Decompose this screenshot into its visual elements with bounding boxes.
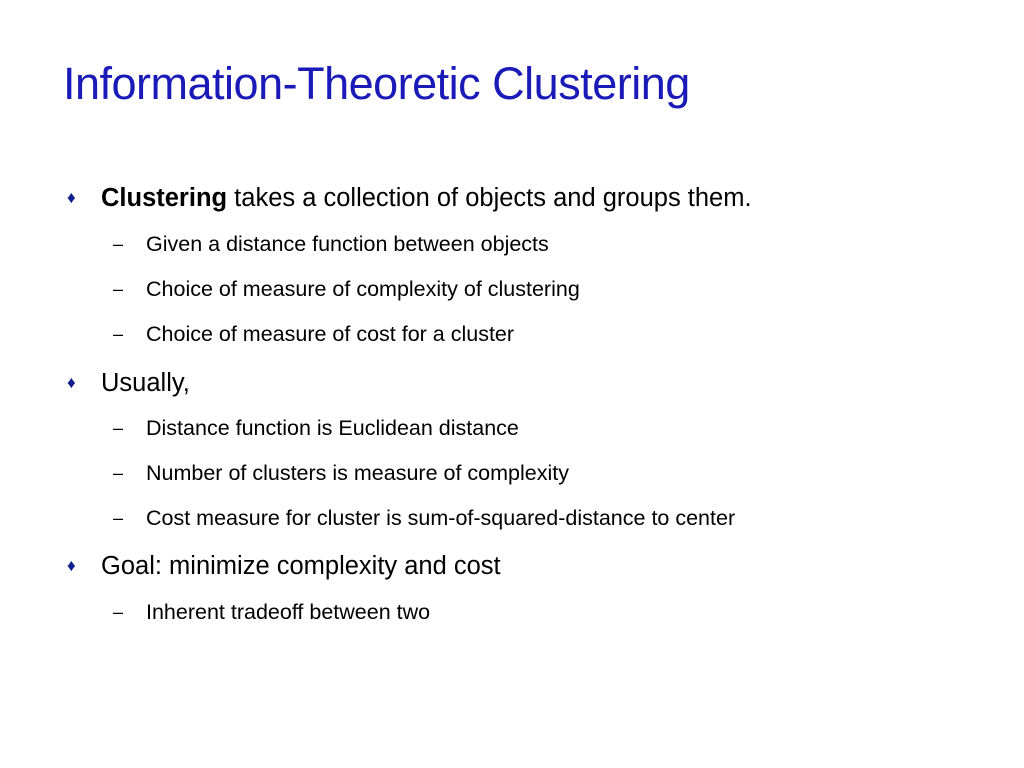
dash-bullet-icon: – [113, 508, 124, 528]
diamond-bullet-icon: ♦ [67, 556, 76, 575]
dash-bullet-icon: – [113, 234, 124, 254]
sub-bullet-text: Number of clusters is measure of complexity [146, 461, 569, 485]
dash-bullet-icon: – [113, 418, 124, 438]
sub-bullet-text: Cost measure for cluster is sum-of-squared-distance to center [146, 506, 736, 530]
diamond-bullet-icon: ♦ [67, 188, 76, 207]
dash-bullet-icon: – [113, 279, 124, 299]
diamond-bullet-icon: ♦ [67, 373, 76, 392]
sub-bullet-text: Choice of measure of complexity of clustering [146, 277, 580, 301]
sub-bullet-text: Choice of measure of cost for a cluster [146, 322, 515, 346]
bullet-text: Usually, [101, 369, 190, 397]
slide-title: Information-Theoretic Clustering [63, 58, 690, 109]
bullet-text: Goal: minimize complexity and cost [101, 552, 501, 580]
sub-bullet-text: Distance function is Euclidean distance [146, 416, 519, 440]
bullet-bold-lead: Clustering [101, 184, 228, 212]
dash-bullet-icon: – [113, 324, 124, 344]
dash-bullet-icon: – [113, 602, 124, 622]
bullet-text [101, 182, 752, 214]
sub-bullet-text: Inherent tradeoff between two [146, 600, 431, 624]
sub-bullet-text: Given a distance function between objects [146, 232, 549, 256]
bullet-rest: takes a collection of objects and groups them. [227, 184, 752, 212]
dash-bullet-icon: – [113, 463, 124, 483]
